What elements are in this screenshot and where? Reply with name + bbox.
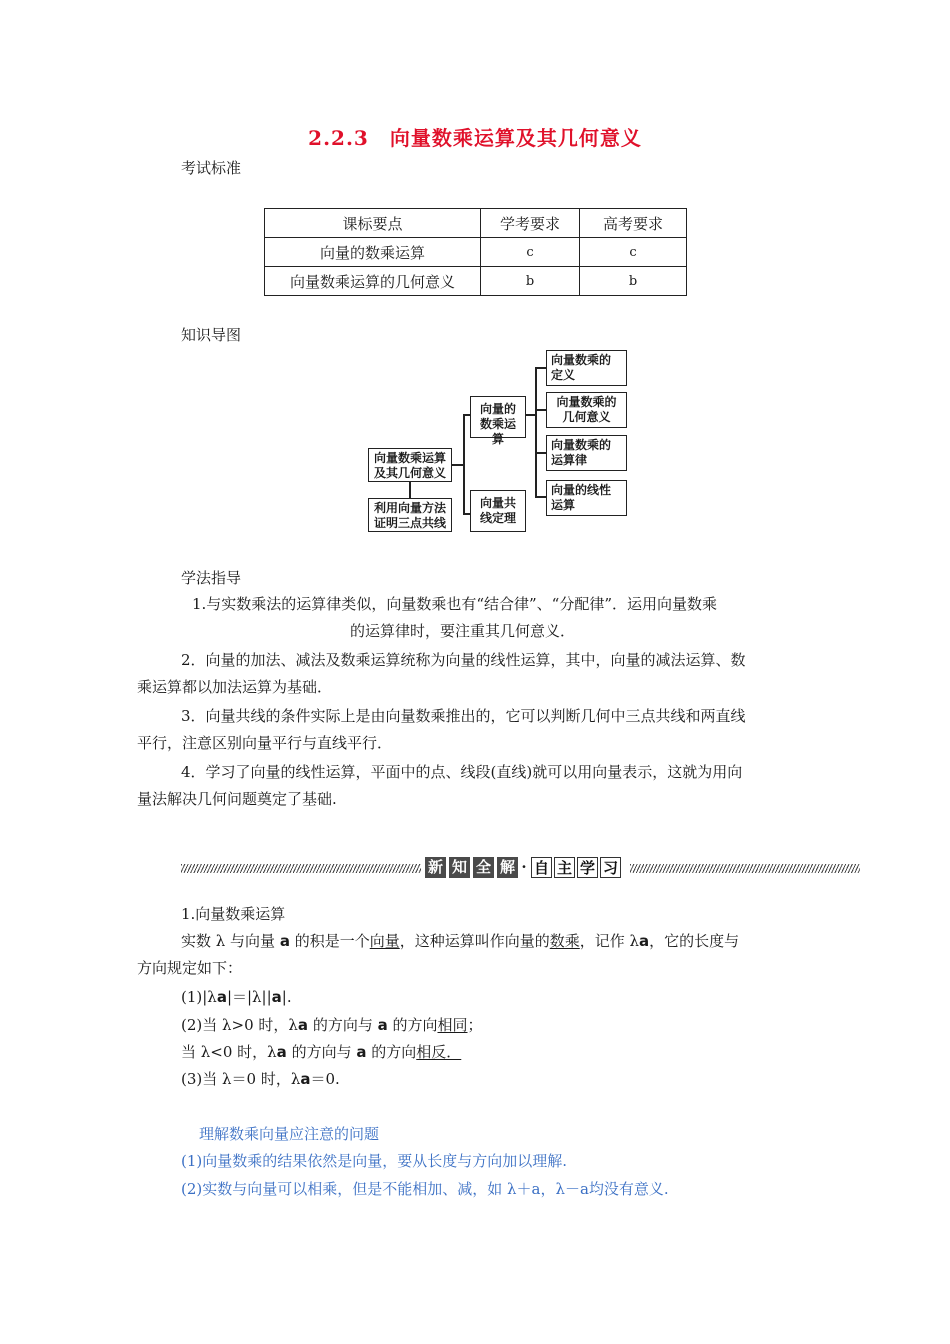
text: 的方向与 — [308, 1016, 378, 1034]
rule-2b — [181, 1039, 461, 1065]
text: (2)当 λ>0 时，λ — [181, 1016, 298, 1034]
note-item-1: (1)向量数乘的结果依然是向量，要从长度与方向加以理解. — [181, 1152, 568, 1170]
blank-answer: 向量 — [369, 932, 400, 950]
rule-2 — [181, 1012, 483, 1038]
guide-p3b: 平行，注意区别向量平行与直线平行． — [137, 734, 393, 752]
content-line1 — [181, 928, 739, 954]
mindmap-leaf2: 向量数乘的几何意义 — [546, 392, 627, 428]
text: ，这种运算叫作向量的 — [399, 932, 550, 950]
banner-dot: · — [521, 858, 527, 876]
vector-a: a — [279, 932, 290, 950]
connector — [535, 452, 546, 454]
note-title: 理解数乘向量应注意的问题 — [199, 1125, 380, 1143]
vector-a: a — [276, 1043, 287, 1061]
banner-hatch-right — [630, 864, 860, 873]
content-line2: 方向规定如下： — [137, 959, 243, 977]
guide-p4b: 量法解决几何问题奠定了基础. — [137, 790, 337, 808]
table-cell: c — [580, 238, 687, 267]
vector-a: a — [271, 988, 282, 1006]
text: 的积是一个 — [289, 932, 370, 950]
banner-char: 自 — [531, 857, 552, 878]
text: 的方向 — [387, 1016, 438, 1034]
text: ，记作 λ — [579, 932, 640, 950]
connector — [535, 409, 546, 411]
connector — [409, 482, 411, 498]
table-header: 高考要求 — [580, 209, 687, 238]
blank-answer: 数乘 — [549, 932, 580, 950]
table-cell: 向量的数乘运算 — [265, 238, 481, 267]
vector-a: a — [356, 1043, 367, 1061]
connector — [463, 513, 470, 515]
connector — [463, 414, 465, 514]
text: (1)|λ — [181, 988, 217, 1006]
connector — [535, 496, 546, 498]
mindmap-mid1: 向量的数乘运算 — [470, 396, 526, 438]
guide-p3a: 3．向量共线的条件实际上是由向量数乘推出的，它可以判断几何中三点共线和两直线 — [181, 707, 746, 725]
banner-hatch-left — [181, 864, 421, 873]
rule-3 — [181, 1066, 340, 1092]
blank-answer: 相同 — [437, 1016, 468, 1034]
text: ； — [467, 1016, 483, 1034]
exam-standard-table — [264, 208, 687, 296]
page-title: 2.2.3 向量数乘运算及其几何意义 — [308, 126, 642, 150]
text: ＝0. — [310, 1070, 340, 1088]
text: |. — [281, 988, 292, 1006]
banner-char: 新 — [425, 857, 446, 878]
blank-answer: 相反． — [416, 1043, 462, 1061]
mindmap-leaf3: 向量数乘的运算律 — [546, 435, 627, 471]
text: 当 λ<0 时，λ — [181, 1043, 277, 1061]
text: 的方向与 — [286, 1043, 357, 1061]
vector-a: a — [216, 988, 227, 1006]
vector-a: a — [297, 1016, 309, 1034]
table-cell: 向量数乘运算的几何意义 — [265, 267, 481, 296]
text: 的方向 — [366, 1043, 417, 1061]
connector — [463, 414, 470, 416]
text: ，它的长度与 — [649, 932, 740, 950]
guide-p1b: 的运算律时，要注重其几何意义． — [350, 622, 576, 640]
rule-1 — [181, 984, 292, 1010]
table-header: 课标要点 — [265, 209, 481, 238]
content-heading: 1.向量数乘运算 — [181, 905, 286, 923]
table-header: 学考要求 — [481, 209, 580, 238]
table-cell: c — [481, 238, 580, 267]
text: 实数 λ 与向量 — [181, 932, 280, 950]
table-row — [265, 267, 687, 296]
table-row — [265, 238, 687, 267]
mindmap-leaf1: 向量数乘的定义 — [546, 350, 627, 386]
mindmap-root2: 利用向量方法证明三点共线 — [368, 498, 452, 532]
text: (3)当 λ＝0 时，λ — [181, 1070, 301, 1088]
guide-p2a: 2．向量的加法、减法及数乘运算统称为向量的线性运算，其中，向量的减法运算、数 — [181, 651, 746, 669]
section-study-guide: 学法指导 — [181, 569, 242, 587]
vector-a: a — [639, 932, 650, 950]
banner-char: 学 — [577, 857, 598, 878]
section-knowledge-map: 知识导图 — [181, 326, 242, 344]
guide-p4a: 4．学习了向量的线性运算，平面中的点、线段(直线)就可以用向量表示，这就为用向 — [181, 763, 743, 781]
table-header-row — [265, 209, 687, 238]
vector-a: a — [300, 1070, 311, 1088]
section-banner — [425, 857, 630, 881]
table-cell: b — [580, 267, 687, 296]
section-exam-standard: 考试标准 — [181, 159, 242, 177]
table-cell: b — [481, 267, 580, 296]
guide-p2b: 乘运算都以加法运算为基础． — [137, 678, 333, 696]
banner-char: 习 — [600, 857, 621, 878]
mindmap-mid2: 向量共线定理 — [470, 490, 526, 532]
banner-char: 知 — [449, 857, 470, 878]
banner-char: 主 — [554, 857, 575, 878]
text: |＝|λ|| — [226, 988, 272, 1006]
connector — [535, 367, 546, 369]
mindmap-root: 向量数乘运算及其几何意义 — [368, 448, 452, 482]
banner-char: 全 — [473, 857, 494, 878]
note-item-2: (2)实数与向量可以相乘，但是不能相加、减，如 λ＋a，λ－a均没有意义. — [181, 1180, 669, 1198]
vector-a: a — [377, 1016, 388, 1034]
guide-p1a: 1.与实数乘法的运算律类似，向量数乘也有“结合律”、“分配律”．运用向量数乘 — [192, 595, 717, 613]
mindmap-leaf4: 向量的线性运算 — [546, 480, 627, 516]
banner-char: 解 — [497, 857, 518, 878]
connector — [535, 367, 537, 497]
